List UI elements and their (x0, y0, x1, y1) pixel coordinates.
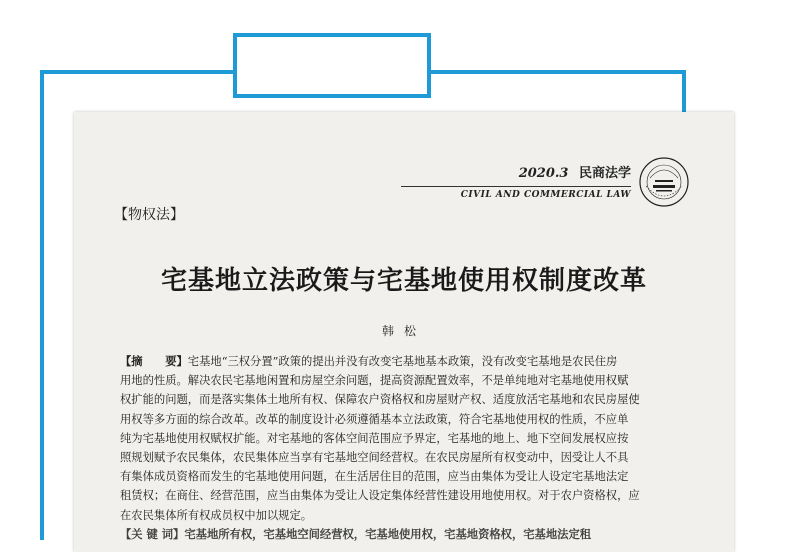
document-page (74, 112, 734, 552)
abstract-label: 【摘 要】 (120, 354, 188, 368)
abstract-line: 用权等多方面的综合改革。改革的制度设计必须遵循基本立法政策，符合宅基地使用权的性质，不应单 (120, 412, 629, 426)
frame-top-right-border (431, 70, 686, 74)
journal-name-en: CIVIL AND COMMERCIAL LAW (460, 190, 631, 200)
journal-seal-logo (638, 156, 690, 208)
abstract-line: 权扩能的问题，而是落实集体土地所有权、保障农户资格权和房屋财产权、适度放活宅基地和农民房屋使 (120, 393, 640, 407)
abstract-line: 【摘 要】宅基地“三权分置”政策的提出并没有改变宅基地基本政策，没有改变宅基地是农民住房 (120, 354, 618, 368)
journal-issue: 2020.3 (518, 166, 569, 181)
journal-rule (401, 186, 631, 187)
header-label-box (233, 33, 431, 98)
section-tag: 【物权法】 (114, 207, 184, 223)
abstract-line: 用地的性质。解决农民宅基地闲置和房屋空余问题，提高资源配置效率，不是单纯地对宅基地使用权赋 (120, 374, 629, 388)
abstract (120, 352, 675, 544)
abstract-line: 有集体成员资格而发生的宅基地使用问题，在生活居住目的范围，应当由集体为受让人设定宅基地法定 (120, 470, 629, 484)
journal-issue-line (401, 162, 631, 181)
abstract-line: 纯为宅基地使用权赋权扩能。对宅基地的客体空间范围应予界定，宅基地的地上、地下空间发展权应按 (120, 431, 629, 445)
keywords-line: 【关 键 词】宅基地所有权，宅基地空间经营权，宅基地使用权，宅基地资格权，宅基地法定租 (120, 526, 592, 541)
frame-top-left-border (40, 70, 235, 74)
frame-left-border (40, 70, 44, 540)
abstract-line: 照规划赋予农民集体，农民集体应当享有宅基地空间经营权。在农民房屋所有权变动中，因受让人不具 (120, 451, 629, 465)
article-title: 宅基地立法政策与宅基地使用权制度改革 (160, 266, 647, 296)
journal-name-cn: 民商法学 (578, 166, 631, 181)
abstract-line: 在农民集体所有权成员权中加以规定。 (120, 508, 313, 522)
abstract-line: 租赁权；在商住、经营范围，应当由集体为受让人设定集体经营性建设用地使用权。对于农户资格权，应 (120, 489, 640, 503)
article-author: 韩松 (381, 324, 426, 338)
journal-header (401, 162, 631, 200)
